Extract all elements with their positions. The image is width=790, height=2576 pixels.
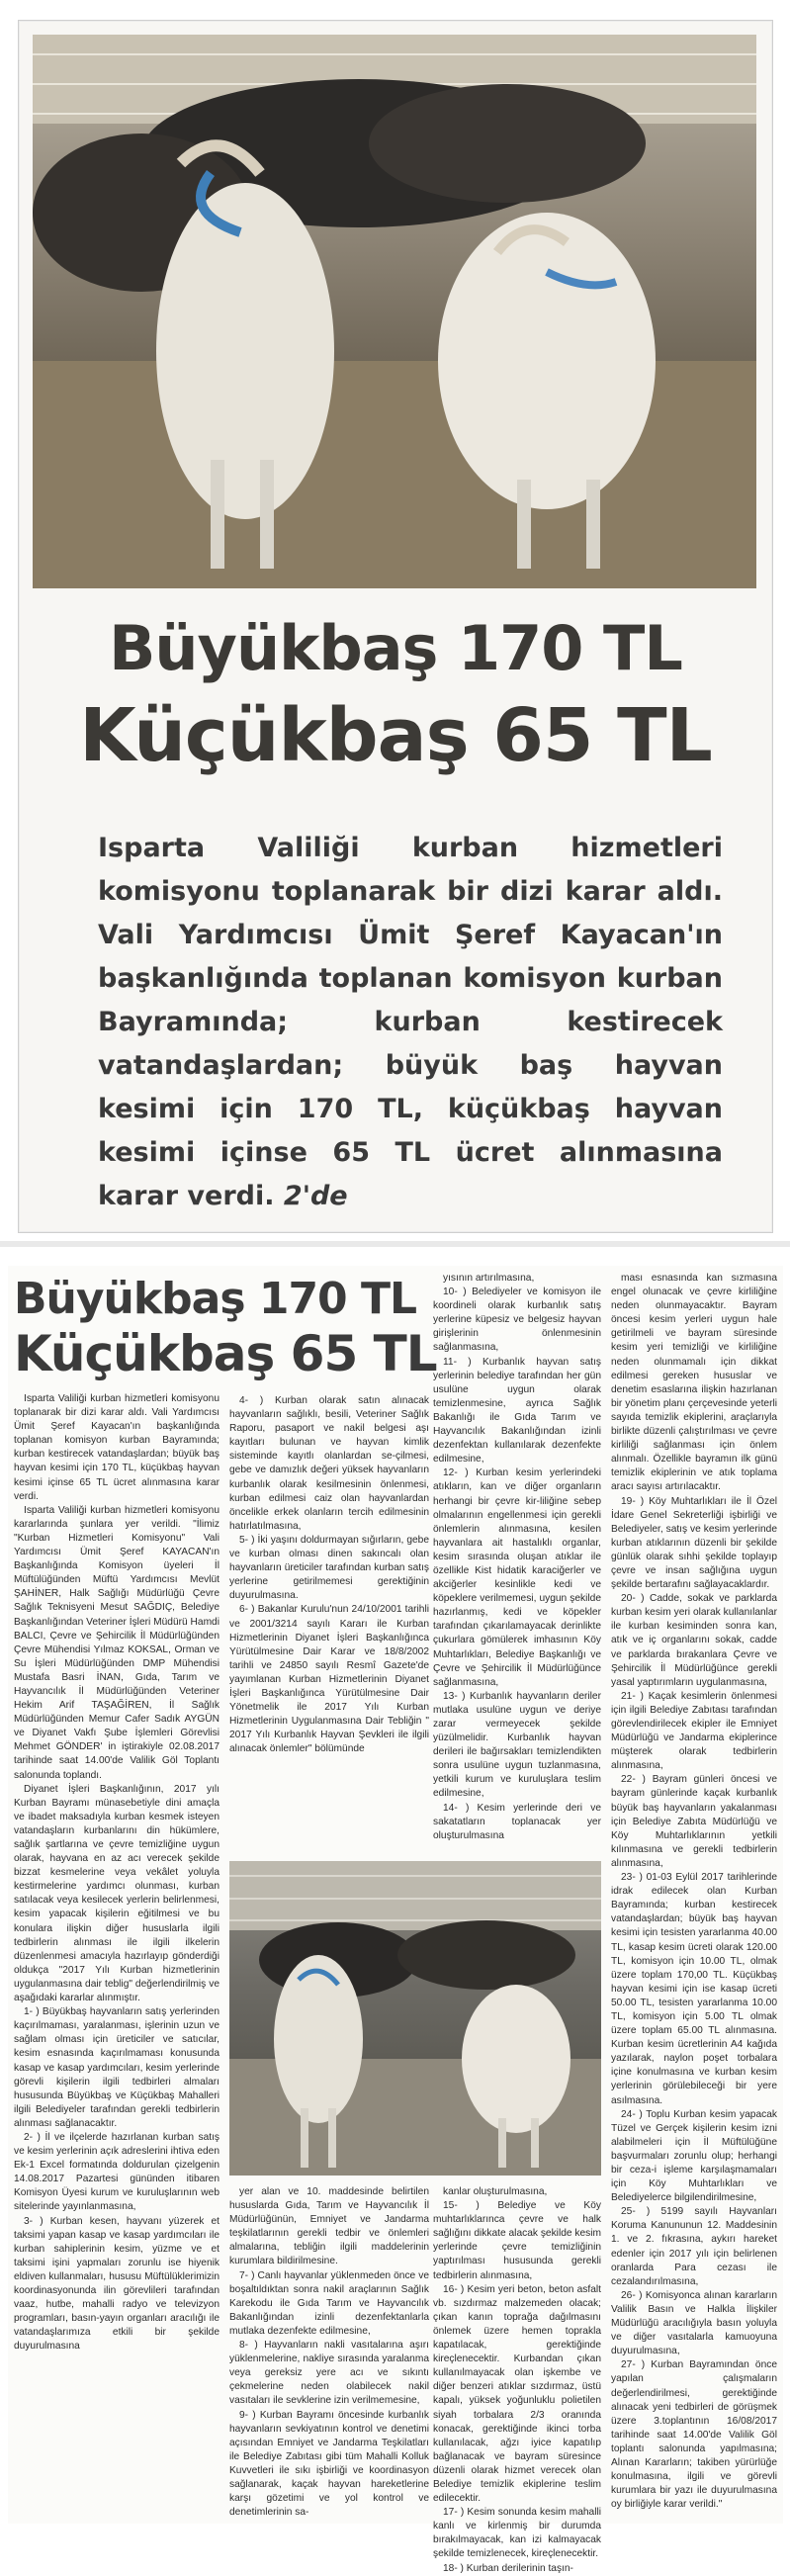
paragraph: 4- ) Kurban olarak satın alınacak hayvanların sağlıklı, besili, Veteriner Sağlık Raporu, pasaport ve nakil belgesi aşı kayıtları bulunan ve hayvan kimlik sisteminde kayıtlı olanlardan se-çilmesi, gebe ve damızlık değeri yüksek hayvanların kurbanlık olarak kesilmesinin önlenmesi, kurban edilmesi caiz olan hayvanlardan öncelikle erkek olanların tercih edilmesinin hatırlatılmasına, (229, 1395, 429, 1532)
paragraph: ması esnasında kan sızmasına engel olunacak ve çevre kirliliğine neden olunmayacaktır. Bayram öncesi kesim yerleri uygun hale getirilmeli ve bayram süresinde kesim yeri temizliği ve kirliliğine neden olunmamalı için dikkat edilmesi gereken hususlar ve denetim esaslarına ilişkin hazırlanan bir yönetim planı çerçevesinde yeterli sayıda temizlik ekiplerini, araçlarıyla birlikte düzenli çalıştırılması ve çevre kirliliği sağlanması için önlem alınmalı. Özellikle bayramın ilk günü temizlik ekiplerinin ve atık toplama aracı sayısı artırılacaktır. (611, 1273, 777, 1493)
article-column-2-upper (229, 1394, 429, 1756)
paragraph: Diyanet İşleri Başkanlığının, 2017 yılı Kurban Bayramı münasebetiyle dini amaçla ve ibadet maksadıyla kurban kesmek isteyen vatandaşların kurbanlarını din hükümlere, sağlık şartlarına ve çevre temizliğine uygun olarak, hayvana en az acı verecek şekilde bizzat kesmelerine veya vekâlet yoluyla kestirmelerine yardımcı olunması, kurban satılacak veya kesilecek yerlerin belirlenmesi, kesim yapacak kişilerin eğitilmesi ve bu konulara ilişkin diğer hususlarla ilgili tedbirlerin alınması ile ilgili ilkelerin düzenlenmesi amacıyla hazırlayıp gönderdiği oldukça "2017 Yılı Kurban hizmetlerinin uygulanmasına dair teblig" değerlendirilmiş ve aşağıdaki kararlar alınmıştır. (14, 1783, 219, 2004)
paragraph: 1- ) Büyükbaş hayvanların satış yerlerinden kaçırılmaması, yaralanması, işlerinin uzun ve sağlam olması için üreticiler ve satıcılar, kesim esnasında kaçırılmaması konusunda kasap ve kasap yardımcıları, kesim yerlerinde görevli kişilerin ilgili tedbirleri almaları hususunda Büyükbaş ve Küçükbaş Mahalleri ilgili Belediyeler tarafından gerekli tedbirlerin alınması sağlanacaktır. (14, 2006, 219, 2129)
article-column-2-lower (229, 2185, 429, 2520)
paragraph: 5- ) İki yaşını doldurmayan sığırların, gebe ve kurban olması dinen sakıncalı olan hayvanların üreticiler tarafından kurban satış yerlerine getirilmemesi gerektiğinin duyurulmasına. (229, 1534, 429, 1602)
top-lead (98, 827, 723, 1218)
bottom-headline-line1: Büyükbaş 170 TL (14, 1274, 417, 1324)
top-lead-text: Isparta Valiliği kurban hizmetleri komisyonu toplanarak bir dizi karar aldı. Vali Yardımcısı Ümit Şeref Kayacan'ın başkanlığında toplanan komisyon kurban Bayramında; kurban kestirecek vatandaşlardan; büyük baş hayvan kesimi için 170 TL, küçükbaş hayvan kesimi içinse 65 TL ücret alınmasına karar verdi. (98, 833, 723, 1211)
top-headline-line1: Büyükbaş 170 TL (109, 612, 682, 684)
top-clipping (18, 20, 773, 1233)
article-column-3-upper (433, 1272, 601, 1843)
paragraph: 17- ) Kesim sonunda kesim mahalli kanlı ve kirlenmiş bir durumda bırakılmayacak, kan izi kalmayacak şekilde temizlenecek, kireçlenecektir. (433, 2507, 601, 2560)
paragraph: Isparta Valiliği kurban hizmetleri komisyonu kararlarında şunlara yer verildi. "İlimiz "Kurban Hizmetleri Komisyonu" Vali Yardımcısı Ümit Şeref KAYACAN'ın Başkanlığında Komisyon üyeleri İl Müftülüğünden Müftü Yardımcısı Mevlüt ŞAHİNER, Halk Sağlığı Müdürlüğü Çevre Sağlık Teknisyeni Mesut SAĞDIÇ, Belediye Başkanlığından Veteriner İşleri Müdürü Hamdi BALCI, Çevre ve Şehircilik İl Müdürlüğünden Çevre Mühendisi Yılmaz KOKSAL, Orman ve Su İşleri Müdürlüğünden DMP Mühendisi Mustafa Basri İNAN, Gıda, Tarım ve Hayvancılık İl Müdürlüğünden Veteriner Hekim Arif TAŞAĞİREN, İl Sağlık Müdürlüğünden Memur Cafer Sadık AYGÜN ve Diyanet Vakfı Şube İşlemleri Görevlisi Mehmet GÖNDER' in iştirakiyle 02.08.2017 tarihinde saat 14.00'de Valilik Göl Toplantı salonunda toplandı. (14, 1504, 219, 1781)
goats-photo (33, 35, 756, 588)
article-column-1 (14, 1392, 219, 2354)
paragraph: 14- ) Kesim yerlerinde deri ve sakatatların toplanacak yer oluşturulmasına (433, 1802, 601, 1841)
paragraph: 6- ) Bakanlar Kurulu'nun 24/10/2001 tarihli ve 2001/3214 sayılı Kararı ile Kurban Hizmetlerinin Diyanet İşleri Başkanlığınca Yürütülmesine Dair Karar ve 18/8/2002 tarihli ve 24850 sayılı Resmî Gazete'de yayımlanan Kurban Hizmetlerinin Diyanet İşleri Başkanlığınca Yürütülmesine Dair Yönetmelik ile 2017 Yılı Kurban Hizmetlerinin Uygulanmasına Dair Tebliğin " 2017 Yılı Kurbanlık Hayvan Şevkleri ile ilgili alınacak önlemler" bölümünde (229, 1604, 429, 1755)
paragraph: 25- ) 5199 sayılı Hayvanları Koruma Kanununun 12. Maddesinin 1. ve 2. fıkrasına, aykırı hareket edenler için 2017 yılı için belirlenen oranlarda Para cezası ile cezalandırılmasına, (611, 2206, 777, 2287)
article-column-4 (611, 1272, 777, 2512)
clipping-divider (0, 1241, 790, 1247)
bottom-headline-line2: Küçükbaş 65 TL (14, 1325, 437, 1382)
paragraph: 26- ) Komisyonca alınan kararların Valilik Basın ve Halkla İlişkiler Müdürlüğü aracılığıyla basın yoluyla ve diğer vasıtalarla kamuoyuna duyurulmasına, (611, 2289, 777, 2357)
top-headline-line2: Küçükbaş 65 TL (79, 693, 712, 778)
paragraph: 11- ) Kurbanlık hayvan satış yerlerinin belediye tarafından her gün usulüne uygun olarak temizlenmesine, ayrıca Sağlık Bakanlığı ile Gıda Tarım ve Hayvancılık Bakanlığından izinli dezenfektan kullanılarak dezenfekte edilmesine, (433, 1356, 601, 1466)
paragraph: 20- ) Cadde, sokak ve parklarda kurban kesim yeri olarak kullanılanlar ile kurban kesiminden sonra kan, atık ve iç organlarını sokak, cadde ve parklarda bırakanlara Çevre ve Şehircilik İl Müdürlüğünce gerekli yasal yaptırımların uygulanmasına, (611, 1593, 777, 1688)
paragraph: 10- ) Belediyeler ve komisyon ile koordineli olarak kurbanlık satış yerlerine küpesiz ve belgesiz hayvan girişlerinin önlenmesinin sağlanmasına, (433, 1287, 601, 1354)
paragraph: 8- ) Hayvanların nakli vasıtalarına aşırı yüklenmelerine, nakliye sırasında yaralanma veya gereksiz yere acı ve sıkıntı çekmelerine neden olabilecek nakil vasıtaları ile sevklerine izin verilmemesine, (229, 2340, 429, 2407)
paragraph: 2- ) İl ve ilçelerde hazırlanan kurban satış ve kesim yerlerinin açık adreslerini ihtiva eden Ek-1 Excel formatında doldurulan çizelgenin 14.08.2017 Pazartesi gününden itibaren Komisyon Üyesi kurum ve kuruluşlarının web sitelerinde yayınlanmasına, (14, 2131, 219, 2213)
paragraph: yer alan ve 10. maddesinde belirtilen hususlarda Gıda, Tarım ve Hayvancılık İl Müdürlüğünün, Emniyet ve Jandarma teşkilatlarının gerekli tedbir ve önlemleri almalarına, tebliğin ilgili maddelerinin kurumlara bildirilmesine. (229, 2186, 429, 2267)
paragraph: 27- ) Kurban Bayramından önce yapılan çalışmaların değerlendirilmesi, gerektiğinde alınacak yeni tedbirleri de görüşmek üzere 3.toplantının 16/08/2017 tarihinde saat 14.00'de Valilik Göl toplantı salonunda yapılmasına; Alınan Kararların; takiben yürürlüğe konulmasına, ilgili ve görevli kurumlara bir yazı ile duyurulmasına oy birliğiyle karar verildi." (611, 2359, 777, 2511)
paragraph: 15- ) Belediye ve Köy muhtarlıklarınca çevre ve halk sağlığını dikkate alacak şekilde kesim yerlerinde çevre temizliğinin yaptırılması hususunda gerekli tedbirlerin alınmasına, (433, 2200, 601, 2281)
paragraph: 13- ) Kurbanlık hayvanların deriler mutlaka usulüne uygun ve deriye zarar vermeyecek şekilde yüzülmelidir. Kurbanlık hayvan derileri ile bağırsakları temizlendikten sonra usulüne uygun tuzlanmasına, yetkili kurum ve kuruluşlara teslim edilmesine, (433, 1690, 601, 1800)
paragraph: 12- ) Kurban kesim yerlerindeki atıkların, kan ve diğer organların herhangi bir çevre kir-liliğine sebep olmalarının engellenmesi için gerekli önlemlerin alınmasına, kesilen hayvanlara ait hastalıklı organlar, kesim sırasında oluşan atıklar ile özellikle Kist hidatik karaciğerler ve akciğerler kesinlikle kedi ve köpeklere verilmemesi, uygun şekilde hazırlanmış, kedi ve köpekler tarafından çıkarılamayacak derinlikte çukurlara gömülerek imhasının Köy Muhtarlıkları, Belediye Başkanlığı ve Çevre ve Şehircilik İl Müdürlüğünce sağlanmasına, (433, 1467, 601, 1688)
paragraph: 3- ) Kurban kesen, hayvanı yüzerek et taksimi yapan kasap ve kasap yardımcıları ile kurban sahiplerinin kesim, yüzme ve et taksimi işini yapmaları zorunlu ise hiyenik eldiven kullanmaları, hususu Müftülüklerimizin koordinasyonunda ilin görevlileri tarafından vaaz, hutbe, mahalli radyo ve televizyon programları, basın-yayın organları aracılığı ile vatandaşlarımıza etkili bir şekilde duyurulmasına (14, 2215, 219, 2353)
paragraph: 18- ) Kurban derilerinin taşın- (443, 2562, 573, 2574)
page-reference: 2'de (283, 1181, 348, 1211)
paragraph: 16- ) Kesim yeri beton, beton asfalt vb. sızdırmaz malzemeden olacak; çıkan kanın toprağa dağılmasını önlemek üzere hemen toprakla kapatılacak, gerektiğinde kireçlenecektir. Kurbandan çıkan kullanılmayacak olan işkembe ve diğer benzeri atıklar sızdırmaz, üstü kapalı, yüksek yoğunluklu polietilen siyah torbalara 2/3 oranında konacak, gerektiğinde ikinci torba kullanılacak, ağzı iyice kapatılıp bağlanacak ve bayram süresince düzenli olarak hizmet verecek olan Belediye temizlik ekiplerine teslim edilecektir. (433, 2283, 601, 2505)
paragraph: 24- ) Toplu Kurban kesim yapacak Tüzel ve Gerçek kişilerin kesim izni alabilmeleri için İl Müftülüğüne başvurmaları zorunlu olup; herhangi bir ceza-i işleme karşılaşmamaları için Köy Muhtarlıkları ve Belediyelerce bilgilendirilmesine, (611, 2108, 777, 2204)
goats-photo-small (229, 1861, 601, 2176)
paragraph: kanlar oluşturulmasına, (443, 2186, 548, 2197)
paragraph: 19- ) Köy Muhtarlıkları ile İl Özel İdare Genel Sekreterliği işbirliği ve Belediyeler, satış ve kesim yerlerinde kurban atıklarının düzenli bir şekilde günlük olarak sıhhi şekilde toplayıp çevre ve insan sağlığına uygun şekilde bertarafını sağlayacaklardır. (611, 1495, 777, 1591)
bottom-clipping (8, 1266, 783, 2574)
paragraph: Isparta Valiliği kurban hizmetleri komisyonu toplanarak bir dizi karar aldı. Vali Yardımcısı Ümit Şeref Kayacan'ın başkanlığında toplanan komisyon kurban Bayramında; kurban kestirecek vatandaşlardan; büyük baş hayvan kesimi için 170 TL, küçükbaş hayvan kesimi içinse 65 TL ücret alınmasına karar verdi. (14, 1393, 219, 1502)
paragraph: 7- ) Canlı hayvanlar yüklenmeden önce ve boşaltıldıktan sonra nakil araçlarının Sağlık Karekodu ile Gıda Tarım ve Hayvancılık Bakanlığından izinli dezenfektanlarla mutlaka dezenfekte edilmesine, (229, 2269, 429, 2337)
paragraph: 21- ) Kaçak kesimlerin önlenmesi için ilgili Belediye Zabıtası tarafından görevlendirilecek ekipler ile Emniyet Müdürlüğü ve Jandarma ekiplerince müşterek olarak tedbirlerin alınmasına, (611, 1690, 777, 1772)
paragraph: yısının artırılmasına, (443, 1273, 535, 1284)
paragraph: 22- ) Bayram günleri öncesi ve bayram günlerinde kaçak kurbanlık büyük baş hayvanların yakalanması için Belediye Zabıta Müdürlüğü ve Köy Muhtarlıklarının yetkili kılınmasına ve gerekli tedbirlerin alınmasına, (611, 1774, 777, 1869)
paragraph: 9- ) Kurban Bayramı öncesinde kurbanlık hayvanların sevkiyatının kontrol ve denetimi açısından Emniyet ve Jandarma Teşkilatları ile Belediye Zabıtası gibi tüm Mahalli Kolluk Kuvvetleri ile sıkı işbirliği ve koordinasyon sağlanarak, kaçak hayvan hareketlerine karşı gözetimi ve yol kontrol ve denetimlerinin sa- (229, 2409, 429, 2519)
paragraph: 23- ) 01-03 Eylül 2017 tarihlerinde idrak edilecek olan Kurban Bayramında; kurban kestirecek vatandaşlardan; büyük baş hayvan kesimi için tesisten yararlanma 40.00 TL, kasap kesim ücreti olarak 120.00 TL, komisyon için 10.00 TL, olmak üzere toplam 170,00 TL. Küçükbaş hayvan kesimi için ise kasap ücreti 50.00 TL, tesisten yararlanma 10.00 TL, komisyon için 5.00 TL olmak üzere toplam 65.00 TL alınmasına. Kurban kesim ücretlerinin A4 kağıda yazılarak, naylon poşet torbalara içine konulmasına ve kurban kesim yerlerinin görülebileceği bir yere asılmasına. (611, 1872, 777, 2106)
article-column-3-lower (433, 2185, 601, 2576)
